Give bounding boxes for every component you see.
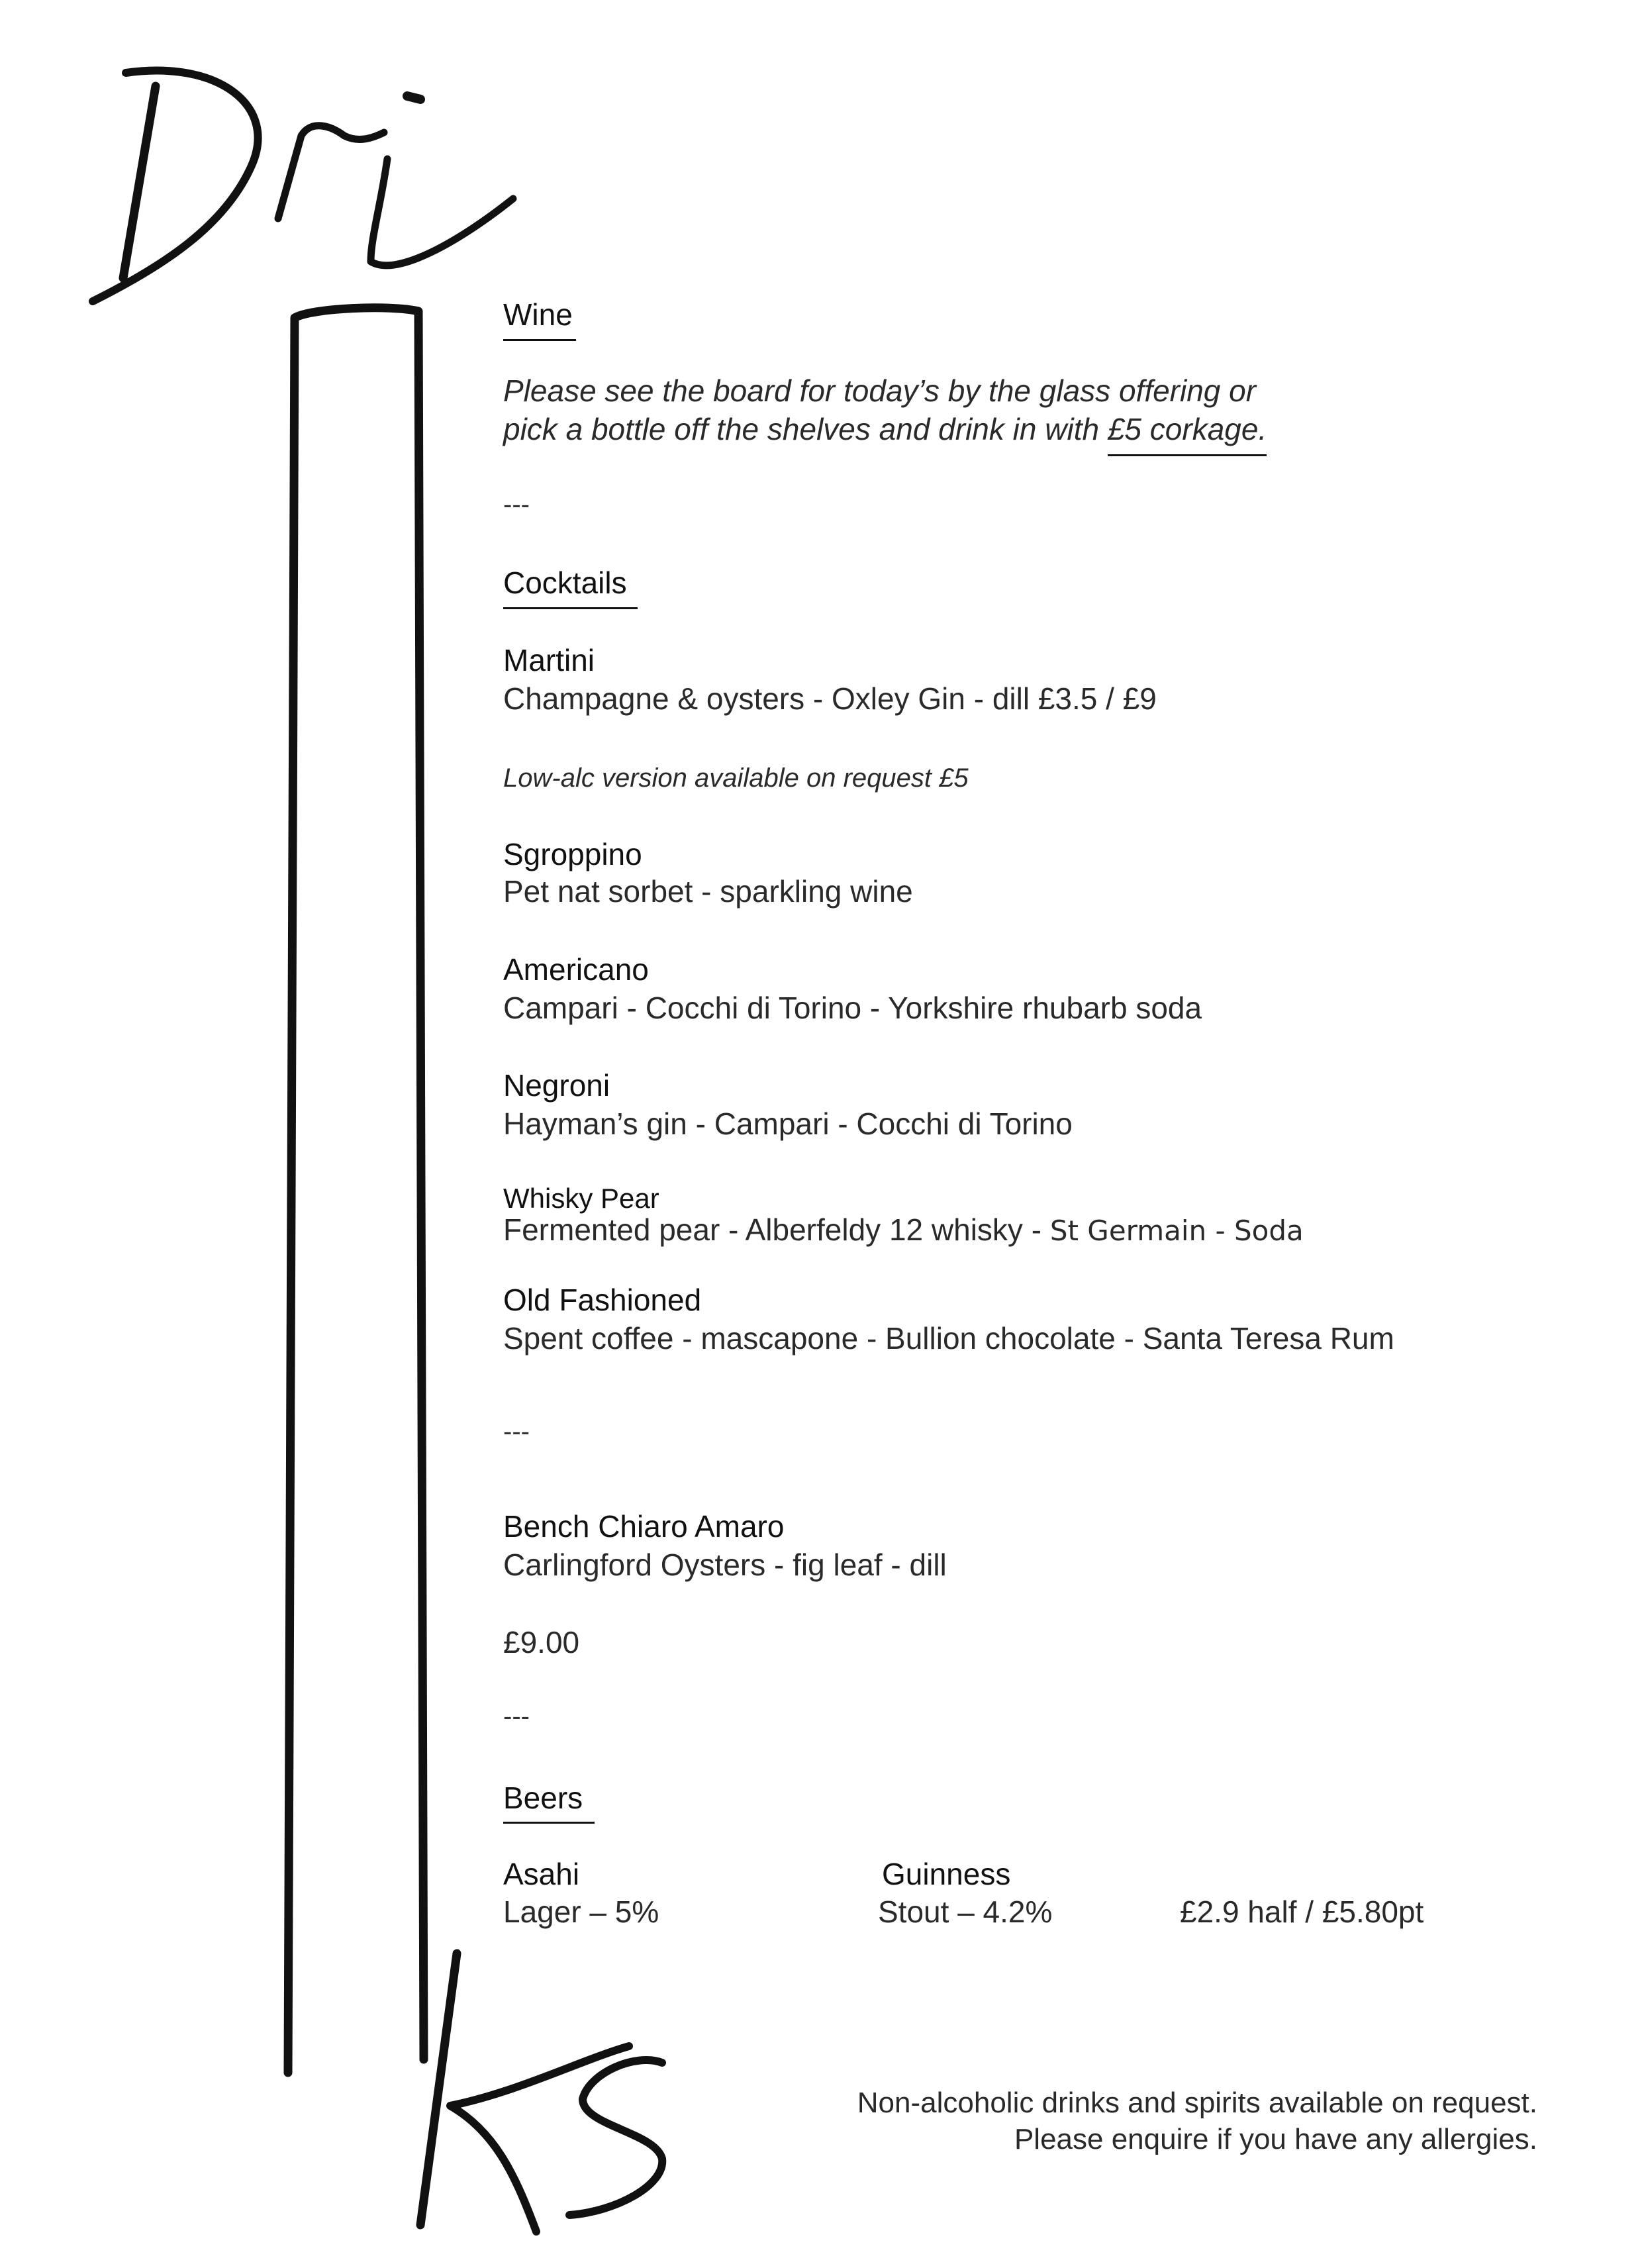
wine-text-line2-prefix: pick a bottle off the shelves and drink in with [503,412,1108,446]
separator-3: --- [503,1702,530,1731]
cocktail-desc-martini: Champagne & oysters - Oxley Gin - dill £3.5 / £9 [503,681,1157,716]
footer-line2: Please enquire if you have any allergies. [1014,2123,1537,2155]
letter-d-stem [123,86,156,278]
corkage-link[interactable]: £5 corkage. [1108,412,1267,456]
letter-i-stem [371,159,513,266]
beer-name-guinness: Guinness [882,1857,1011,1891]
letter-r [278,126,384,219]
beers-heading-underline [503,1822,595,1824]
cocktail-name-americano: Americano [503,952,649,987]
cocktail-desc-americano: Campari - Cocchi di Torino - Yorkshire rhubarb soda [503,991,1202,1025]
letter-d-bowl [93,71,258,301]
tall-rectangle-line [288,308,424,2073]
cocktail-desc-negroni: Hayman’s gin - Campari - Cocchi di Torino [503,1107,1073,1141]
footer-line1: Non-alcoholic drinks and spirits available on request. [857,2087,1537,2119]
beers-heading: Beers [503,1781,583,1815]
beer-desc-asahi: Lager – 5% [503,1895,659,1929]
beer-desc-guinness: Stout – 4.2% [878,1895,1053,1929]
beer-name-asahi: Asahi [503,1857,580,1891]
wine-text-line2 [503,411,1267,448]
cocktail-name-sgroppino: Sgroppino [503,837,642,871]
beer-price: £2.9 half / £5.80pt [1180,1895,1424,1929]
separator-1: --- [503,490,530,519]
cocktail-name-negroni: Negroni [503,1068,610,1103]
wine-text-line1: Please see the board for today’s by the glass offering or [503,373,1257,408]
separator-2: --- [503,1417,530,1446]
cocktails-heading: Cocktails [503,566,627,600]
whisky-pear-desc-extra: St Germain - Soda [1049,1214,1304,1247]
cocktail-desc-old-fashioned: Spent coffee - mascapone - Bullion chocolate - Santa Teresa Rum [503,1321,1394,1356]
special-name: Bench Chiaro Amaro [503,1509,785,1544]
letter-s [569,2060,662,2215]
wine-heading: Wine [503,297,573,332]
cocktail-name-old-fashioned: Old Fashioned [503,1283,702,1317]
cocktails-heading-underline [503,607,638,609]
cocktail-desc-whisky-pear [503,1211,1304,1250]
cocktail-name-martini: Martini [503,643,595,677]
letter-i-dot [407,96,420,99]
cocktail-name-whisky-pear: Whisky Pear [503,1183,659,1214]
special-price: £9.00 [503,1625,580,1659]
cocktail-desc-sgroppino: Pet nat sorbet - sparkling wine [503,874,913,909]
low-alc-note: Low-alc version available on request £5 [503,764,969,793]
wine-heading-underline [503,339,576,341]
whisky-pear-desc-main: Fermented pear - Alberfeldy 12 whisky - [503,1212,1050,1247]
special-desc: Carlingford Oysters - fig leaf - dill [503,1548,947,1582]
